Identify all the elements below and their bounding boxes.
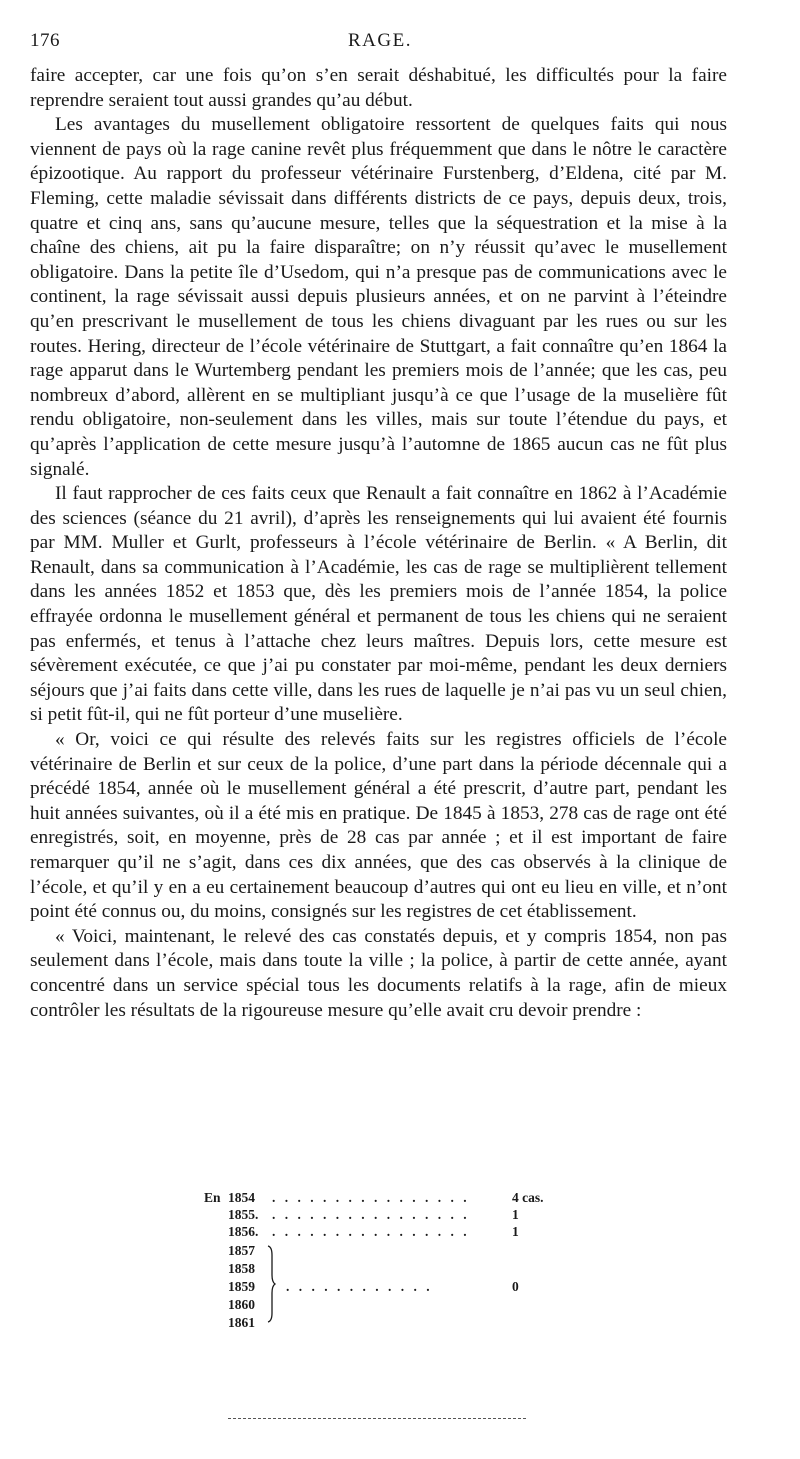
table-row [200,1190,560,1206]
paragraph-renault-berlin: Il faut rapprocher de ces faits ceux que Renault a fait connaître en 1862 à l’Académie des sciences (séance du 21 avril), d’après les renseignements qui lui avaient été fournis par MM. Muller et Gurlt, professeurs à l’école vétérinaire de Berlin. « A Berlin, dit Renault, dans sa communication à l’Académie, les cas de rage se multiplièrent tellement dans les années 1852 et 1853 que, dès les premiers mois de l’année 1854, la police effrayée ordonna le musellement général et permanent de tous les chiens qui ne seraient pas enfermés, et tenus à l’attache chez leurs maîtres. Depuis lors, cette mesure est sévèrement exécutée, ce que j’ai pu constater par moi-même, pendant les deux derniers séjours que j’ai faits dans cette ville, dans les rues de laquelle je n’ai pas vu un seul chien, si petit fût-il, qui ne fût porteur d’une muselière. [30,483,727,726]
table-year: 1856. [228,1224,259,1239]
table-year: 1861 [228,1315,255,1330]
table-year: 1858 [228,1261,255,1276]
leader-dots: . . . . . . . . . . . . . . . . [272,1190,470,1205]
table-row [200,1224,560,1240]
paragraph-case-summary: « Voici, maintenant, le relevé des cas constatés depuis, et y compris 1854, non pas seulement dans l’école, mais dans toute la ville ; la police, à partir de cette année, ayant concentré dans un service spécial tous les documents relatifs à la rage, afin de mieux contrôler les résultats de la rigoureuse mesure qu’elle avait cru devoir prendre : [30,925,727,1021]
table-year: 1857 [228,1243,255,1258]
footer-rule [228,1418,526,1419]
table-row [200,1207,560,1223]
page-header [30,30,730,56]
leader-dots: . . . . . . . . . . . . . . . . [272,1224,470,1239]
table-value: 4 cas. [512,1190,544,1205]
table-value: 0 [512,1279,519,1294]
table-prefix: En [204,1190,221,1205]
table-value: 1 [512,1224,519,1239]
paragraph-continued: faire accepter, car une fois qu’on s’en serait déshabitué, les difficultés pour la faire reprendre seraient tout aussi grandes qu’au début. [30,65,727,111]
leader-dots: . . . . . . . . . . . . . . . . [272,1207,470,1222]
table-year: 1855. [228,1207,259,1222]
leader-dots: . . . . . . . . . . . . [286,1279,433,1294]
table-year: 1854 [228,1190,255,1205]
table-row [200,1261,560,1277]
table-year: 1860 [228,1297,255,1312]
paragraph-muzzling-advantages: Les avantages du musellement obligatoire ressortent de quelques faits qui nous viennent de pays où la rage canine revêt plus fréquemment que dans le nôtre le caractère épizootique. Au rapport du professeur vétérinaire Furstenberg, d’Eldena, cité par M. Fleming, cette maladie sévissait dans différents districts de ce pays, depuis deux, trois, quatre et cinq ans, sans qu’aucune mesure, telles que la séquestration et la mise à la chaîne des chiens, ait pu la faire disparaître; on n’y réussit qu’avec le musellement obligatoire. Dans la petite île d’Usedom, qui n’a presque pas de communications avec le continent, la rage sévissait aussi depuis plusieurs années, et on ne parvint à l’éteindre qu’en prescrivant le musellement de tous les chiens divaguant par les rues ou sur les routes. Hering, directeur de l’école vétérinaire de Stuttgart, a fait connaître qu’en 1864 la rage apparut dans le Wurtemberg pendant les premiers mois de l’année; que les cas, peu nombreux d’abord, allèrent en se multipliant jusqu’à ce que l’usage de la muselière fût rendu obligatoire, non-seulement dans les villes, mais sur toute l’étendue du pays, et qu’après l’application de cette mesure jusqu’à l’automne de 1865 aucun cas ne fût plus signalé. [30,114,727,480]
body-text [30,64,727,1023]
page-number: 176 [30,30,60,51]
running-title: RAGE. [348,30,412,51]
table-row [200,1279,560,1295]
table-value: 1 [512,1207,519,1222]
paragraph-registers: « Or, voici ce qui résulte des relevés faits sur les registres officiels de l’école vétérinaire de Berlin et sur ceux de la police, d’une part dans la période décennale qui a précédé 1854, année où le musellement général a été prescrit, d’autre part, pendant les huit années suivantes, où il a été mis en pratique. De 1845 à 1853, 278 cas de rage ont été enregistrés, soit, en moyenne, près de 28 cas par année ; et il est important de faire remarquer qu’il ne s’agit, dans ces dix années, que des cas observés à la clinique de l’école, et qu’il y en a eu certainement beaucoup d’autres qui ont eu lieu en ville, et n’ont point été connus ou, du moins, consignés sur les registres de cet établissement. [30,729,727,923]
table-row [200,1297,560,1313]
table-row [200,1243,560,1259]
table-year: 1859 [228,1279,255,1294]
table-row [200,1315,560,1331]
curly-brace-icon [266,1245,276,1323]
